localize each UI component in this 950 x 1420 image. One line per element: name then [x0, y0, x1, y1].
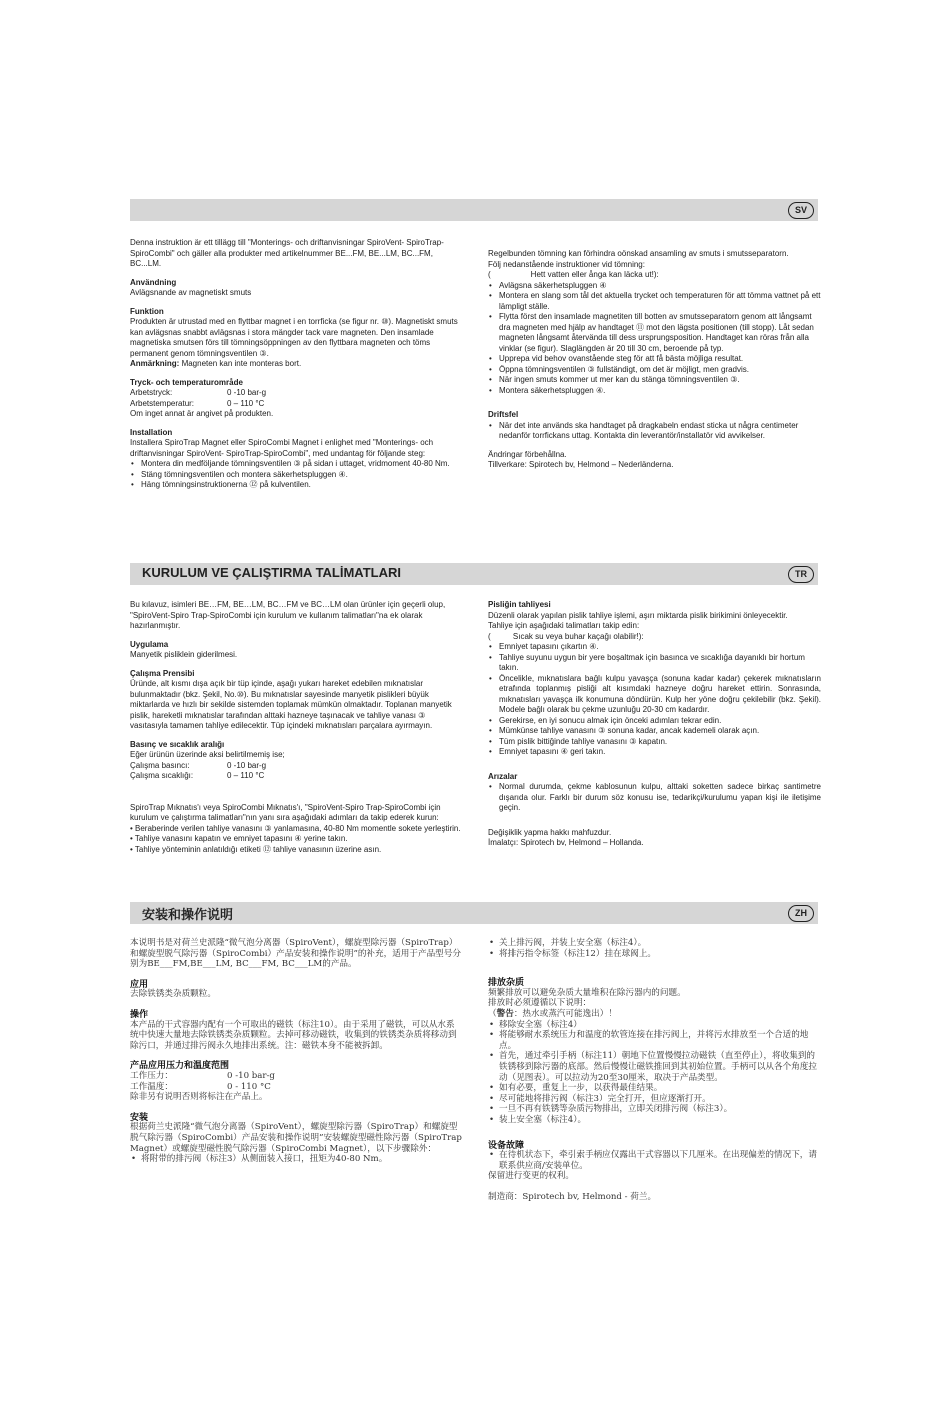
tr-pt-value: 0 -10 bar-g	[227, 760, 267, 770]
sv-drain-warning: ( Hett vatten eller ånga kan läcka ut!):	[488, 270, 659, 279]
zh-function-heading: 操作	[130, 1008, 149, 1019]
sv-pt-row	[130, 388, 465, 399]
list-item: • 首先，通过牵引手柄（标注11）朝地下位置慢慢拉动磁铁（直至停止），将收集到的铁锈移到除污器的底部。然后慢慢让磁铁推回到其初始位置。手柄可以从各个角度拉动（见图表）。可以拉动为20至30厘米，取决于产品类型。	[488, 1051, 821, 1083]
list-item: • Avlägsna säkerhetspluggen ④	[488, 281, 821, 292]
sv-pt-value: 0 -10 bar-g	[227, 388, 267, 397]
tr-drain-list	[488, 642, 821, 758]
list-item: • 将能够耐水系统压力和温度的软管连接在排污阀上，并将污水排放至一个合适的地点。	[488, 1030, 821, 1051]
list-item: • 尽可能地将排污阀（标注3）完全打开，但应逐渐打开。	[488, 1094, 821, 1105]
sv-language-badge: SV	[788, 202, 814, 219]
zh-drain-list	[488, 1020, 821, 1126]
list-item: • Mümkünse tahliye vanasını ③ sonuna kadar, ancak kademeli olarak açın.	[488, 726, 821, 737]
zh-changes: 保留进行变更的权利。	[488, 1171, 574, 1182]
sv-install-heading: Installation	[130, 427, 173, 437]
zh-top-list	[488, 938, 821, 959]
list-item: • Emniyet tapasını çıkartın ④.	[488, 642, 821, 653]
zh-pt-value: 0 -10 bar-g	[227, 1070, 275, 1081]
list-item: • 移除安全塞（标注4）	[488, 1020, 821, 1031]
list-item: • Montera säkerhetspluggen ④.	[488, 386, 821, 397]
sv-left-column	[130, 238, 465, 491]
sv-header-bar	[130, 199, 818, 221]
tr-intro: Bu kılavuz, isimleri BE…FM, BE…LM, BC…FM ve BC…LM olan ürünler için geçerli olup, "SpiroVent-Spiro Trap-SpiroCombi için kurulum ve kullanım talimatları"na ek olarak hazırlanmıştır.	[130, 600, 446, 630]
tr-drain-heading: Pisliğin tahliyesi	[488, 600, 551, 609]
list-item: • Stäng tömningsventilen och montera säkerhetspluggen ④.	[130, 470, 465, 481]
sv-function-text: Produkten är utrustad med en flyttbar magnet i en torrficka (se figur nr. ⑩). Magnetiskt smuts kan avlägsnas snabbt avlägsnas i stora mängder tack vare magneten. Den insamlade magnetiska smutsen förs till tömningsöppningen av den flyttbara magneten och töms permanent genom tömningsventilen ③.	[130, 317, 458, 358]
zh-drain-follow: 排放时必须遵循以下说明：	[488, 998, 592, 1009]
sv-pt-label: Arbetstryck:	[130, 388, 173, 397]
zh-usage-text: 去除铁锈类杂质颗粒。	[130, 989, 216, 1000]
list-item: • Öppna tömningsventilen ③ fullständigt, om det är möjligt, men gradvis.	[488, 365, 821, 376]
sv-fault-list	[488, 421, 821, 442]
sv-changes: Ändringar förbehållna.	[488, 449, 567, 459]
zh-left-column	[130, 938, 463, 1165]
sv-usage-text: Avlägsnande av magnetiskt smuts	[130, 288, 252, 297]
tr-drain-follow: Tahliye için aşağıdaki talimatları takip edin:	[488, 621, 640, 630]
zh-drain-warning: （警告：热水或蒸汽可能逸出）！	[488, 1008, 617, 1019]
tr-pt-row	[130, 761, 463, 772]
list-item: • 将排污指令标签（标注12）挂在球阀上。	[488, 949, 821, 960]
zh-manufacturer: 制造商：Spirotech bv, Helmond - 荷兰。	[488, 1191, 657, 1202]
sv-install-text: Installera SpiroTrap Magnet eller SpiroCombi Magnet i enlighet med "Monterings- och driftanvisningar SpiroVent- SpiroTrap-SpiroCombi", med undantag för följande steg:	[130, 438, 434, 458]
zh-language-badge: ZH	[788, 905, 814, 922]
sv-intro: Denna instruktion är ett tillägg till "Monterings- och driftanvisningar SpiroVent- SpiroTrap-SpiroCombi" och gäller alla produkter med artikelnummer BE...FM, BE...LM, BC...FM, BC...LM.	[130, 238, 444, 268]
tr-fault-list	[488, 782, 821, 814]
list-item: • Beraberinde verilen tahliye vanasını ③ yanlamasına, 40-80 Nm momentle sokete yerleştirin.	[130, 823, 461, 833]
zh-pt-label: 工作温度：	[130, 1081, 173, 1092]
list-item: • När det inte används ska handtaget på dragkabeln endast sticka ut några centimeter nedanför torrfickans uttag. Kontakta din leverantör/installatör vid avvikelser.	[488, 421, 821, 442]
list-item: • Häng tömningsinstruktionerna ⑫ på kulventilen.	[130, 480, 465, 491]
zh-fault-heading: 设备故障	[488, 1139, 525, 1150]
sv-right-column	[488, 249, 821, 471]
tr-section-title: KURULUM VE ÇALIŞTIRMA TALİMATLARI	[142, 565, 402, 580]
zh-install-heading: 安装	[130, 1111, 149, 1122]
tr-pt-row	[130, 771, 463, 782]
tr-pt-value: 0 – 110 °C	[227, 771, 265, 780]
spacer	[488, 814, 821, 828]
zh-drain-intro: 频繁排放可以避免杂质大量堆积在除污器内的问题。	[488, 987, 686, 998]
tr-pt-heading: Basınç ve sıcaklık aralığı	[130, 739, 225, 749]
sv-note-text: Magneten kan inte monteras bort.	[179, 359, 302, 368]
zh-fault-list	[488, 1150, 821, 1171]
zh-install-list	[130, 1154, 463, 1165]
list-item: • 装上安全塞（标注4）。	[488, 1115, 821, 1126]
list-item: • Normal durumda, çekme kablosunun kulpu, alttaki soketten sadece birkaç santimetre dışarıda olur. Farklı bir durum söz konusu ise, tedarikçi/kurulumu yapan kişi ile iletişime geçin.	[488, 782, 821, 814]
sv-pt-heading: Tryck- och temperaturområde	[130, 377, 243, 387]
list-item: • 将附带的排污阀（标注3）从侧面装入接口，扭矩为40-80 Nm。	[130, 1154, 463, 1165]
spacer	[130, 782, 463, 803]
sv-note	[130, 359, 465, 370]
zh-usage-heading: 应用	[130, 978, 149, 989]
spacer	[488, 442, 821, 450]
zh-warning-label: 警告	[496, 1008, 514, 1019]
tr-language-badge: TR	[788, 566, 814, 583]
list-item: • 在待机状态下，牵引索手柄应仅露出干式容器以下几厘米。在出现偏差的情况下，请联系供应商/安装单位。	[488, 1150, 821, 1171]
tr-header-bar	[130, 563, 818, 585]
zh-pt-note: 除非另有说明否则将标注在产品上。	[130, 1092, 268, 1103]
list-item: • Montera en slang som tål det aktuella trycket och temperaturen för att tömma vattnet på ett lämpligt ställe.	[488, 291, 821, 312]
sv-pt-row	[130, 399, 465, 410]
tr-pt-pre: Eğer ürünün üzerinde aksi belirtilmemiş ise;	[130, 750, 285, 759]
tr-manufacturer: İmalatçı: Spirotech bv, Helmond – Hollanda.	[488, 838, 644, 847]
zh-pt-row	[130, 1082, 463, 1093]
list-item: • Öncelikle, mıknatıslara bağlı kulpu yavaşça (sonuna kadar kadar) çekerek mıknatısların etrafında toplanmış pisliği alt kısımdaki hazneye doğru hareket ettirin. Sonrasında, mıknatısları yavaşça ilk konumuna döndürün. Kulp her yöne doğru çekilebilir (bkz. Şekil). Modele bağlı olarak bu çekme uzunluğu 20-30 cm kadardır.	[488, 674, 821, 716]
sv-pt-note: Om inget annat är angivet på produkten.	[130, 409, 274, 418]
sv-pt-value: 0 – 110 °C	[227, 398, 265, 408]
list-item: • När ingen smuts kommer ut mer kan du stänga tömningsventilen ③.	[488, 375, 821, 386]
zh-install-text: 根据荷兰史派隆“微气泡分离器（SpiroVent），螺旋型除污器（SpiroTrap）和螺旋型脱气除污器（SpiroCombi）产品安装和操作说明”安装螺旋型磁性除污器（SpiroTrap Magnet）或螺旋型磁性脱气除污器（SpiroCombi Magnet），以下步骤除外：	[130, 1122, 462, 1154]
list-item: • 一旦不再有铁锈等杂质污物排出，立即关闭排污阀（标注3）。	[488, 1104, 821, 1115]
tr-drain-intro: Düzenli olarak yapılan pislik tahliye işlemi, aşırı miktarda pislik birikimini önleyecektir.	[488, 610, 788, 620]
list-item: • Emniyet tapasını ④ geri takın.	[488, 747, 821, 758]
tr-usage-heading: Uygulama	[130, 639, 169, 649]
sv-drain-intro: Regelbunden tömning kan förhindra oönskad ansamling av smuts i smutsseparatorn.	[488, 249, 789, 258]
list-item: • 如有必要，重复上一步，以获得最佳结果。	[488, 1083, 821, 1094]
spacer	[488, 1182, 821, 1192]
zh-drain-heading: 排放杂质	[488, 977, 525, 988]
tr-right-column	[488, 600, 821, 849]
sv-note-label: Anmärkning:	[130, 359, 180, 368]
zh-right-column	[488, 938, 821, 1202]
zh-pt-row	[130, 1071, 463, 1082]
sv-pt-label: Arbetstemperatur:	[130, 398, 195, 408]
zh-warning-text: ：热水或蒸汽可能逸出）！	[513, 1008, 617, 1019]
tr-pt-label: Çalışma sıcaklığı:	[130, 771, 194, 780]
sv-manufacturer: Tillverkare: Spirotech bv, Helmond – Nederländerna.	[488, 460, 674, 469]
list-item: • Tahliye vanasını kapatın ve emniyet tapasını ④ yerine takın.	[130, 834, 348, 843]
list-item: • Tüm pislik bittiğinde tahliye vanasını ③ kapatın.	[488, 737, 821, 748]
sv-fault-heading: Driftsfel	[488, 410, 519, 419]
list-item: • Flytta först den insamlade magnetiten till botten av smutsseparatorn genom att långsamt dra magneten med hjälp av handtaget ⑪ mot den lägsta positionen (till stopp). Låt sedan magneten långsamt återvända till dess ursprungsposition. Handtaget kan röras från alla vinklar (se figur). Slaglängden är 20 till 30 cm, beroende på typ.	[488, 312, 821, 354]
tr-install-text: SpiroTrap Mıknatıs'ı veya SpiroCombi Mıknatıs'ı, "SpiroVent-Spiro Trap-SpiroCombi için kurulum ve çalıştırma talimatları"nın yanı sıra aşağıdaki adımları da takip ederek kurun:	[130, 802, 441, 822]
list-item: • Tahliye yönteminin anlatıldığı etiketi ⑫ tahliye vanasının üzerine asın.	[130, 844, 382, 854]
zh-function-text: 本产品的干式容器内配有一个可取出的磁铁（标注10）。由于采用了磁铁，可以从水系统中快速大量地去除铁锈类杂质颗粒。去掉可移动磁铁，收集到的铁锈类杂质将移动到除污口，并通过排污阀永久地排出系统。注：磁铁本身不能被拆卸。	[130, 1019, 457, 1051]
zh-section-title: 安装和操作说明	[142, 908, 234, 923]
tr-drain-warning: ( Sıcak su veya buhar kaçağı olabilir!):	[488, 631, 644, 641]
tr-pt-label: Çalışma basıncı:	[130, 760, 190, 770]
zh-pt-label: 工作压力：	[130, 1070, 173, 1081]
sv-drain-list	[488, 281, 821, 397]
sv-install-list	[130, 459, 465, 491]
zh-pt-heading: 产品应用压力和温度范围	[130, 1060, 230, 1071]
tr-fault-heading: Arızalar	[488, 771, 518, 781]
tr-function-text: Üründe, alt kısmı dışa açık bir tüp içinde, aşağı yukarı hareket edebilen mıknatıslar bulunmaktadır (bkz. Şekil, No.⑩). Bu mıknatıslar sayesinde manyetik pislikleri büyük miktarlarda ve hızlı bir sekilde sistemden toplamak mümkün olmaktadır. Toplanan manyetik pislik, hareketli mıknatıslar tarafından alttaki hazneye taşınacak ve tahliye vanası ③ vasıtasıyla tamamen tahliye edilecektir. Tüp içindeki mıknatısları parçalara ayırmayın.	[130, 679, 452, 730]
sv-drain-follow: Följ nedanstående instruktioner vid tömning:	[488, 259, 645, 269]
tr-left-column	[130, 600, 463, 855]
tr-changes: Değişiklik yapma hakkı mahfuzdur.	[488, 827, 612, 837]
list-item: • Tahliye suyunu uygun bir yere boşaltmak için basınca ve sıcaklığa dayanıklı bir hortum takın.	[488, 653, 821, 674]
list-item: • Upprepa vid behov ovanstående steg för att få bästa möjliga resultat.	[488, 354, 821, 365]
zh-header-bar	[130, 902, 818, 924]
tr-function-heading: Çalışma Prensibi	[130, 668, 195, 678]
sv-function-heading: Funktion	[130, 306, 164, 316]
list-item: • Montera din medföljande tömningsventilen ③ på sidan i uttaget, vridmoment 40-80 Nm.	[130, 459, 465, 470]
zh-pt-value: 0 - 110 °C	[227, 1081, 271, 1092]
list-item: • 关上排污阀，并装上安全塞（标注4）。	[488, 938, 821, 949]
tr-usage-text: Manyetik pisliklein giderilmesi.	[130, 650, 238, 659]
zh-intro: 本说明书是对荷兰史派隆“微气泡分离器（SpiroVent），螺旋型除污器（SpiroTrap）和螺旋型脱气除污器（SpiroCombi）产品安装和操作说明”的补充，适用于产品型号分别为BE___FM,BE___LM, BC___FM, BC___LM的产品。	[130, 938, 461, 970]
list-item: • Gerekirse, en iyi sonucu almak için önceki adımları tekrar edin.	[488, 716, 821, 727]
sv-usage-heading: Användning	[130, 277, 177, 287]
